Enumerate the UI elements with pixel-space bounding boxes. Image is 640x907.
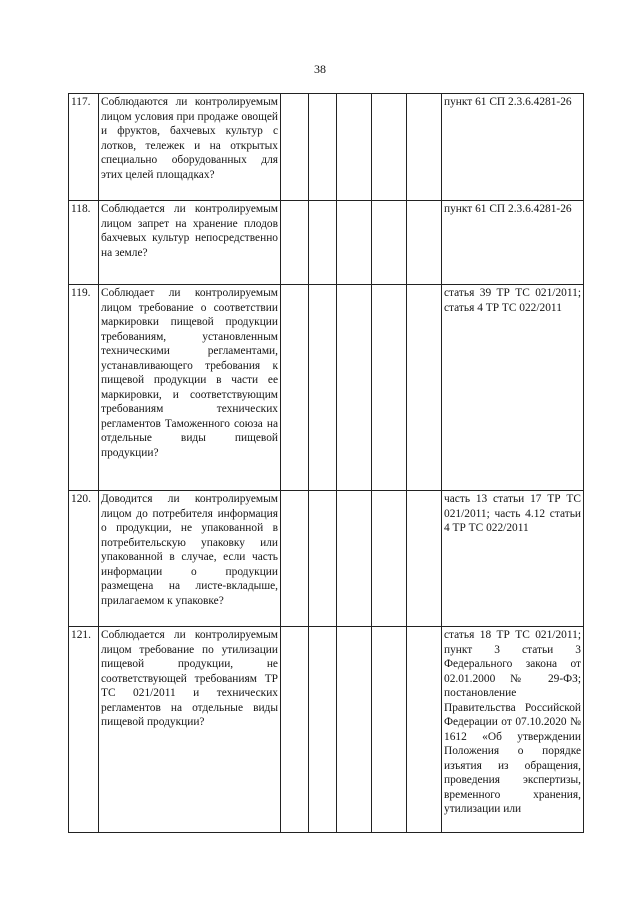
answer-cell-no <box>309 201 337 285</box>
row-number: 117. <box>69 94 99 201</box>
answer-cell-extra <box>372 94 407 201</box>
comment-cell <box>407 94 442 201</box>
answer-cell-na <box>337 94 372 201</box>
row-number: 118. <box>69 201 99 285</box>
comment-cell <box>407 201 442 285</box>
answer-cell-yes <box>281 201 309 285</box>
answer-cell-na <box>337 491 372 627</box>
question-cell: Соблюдается ли контролируемым лицом запрет на хранение плодов бахчевых культур непосредственно на земле? <box>99 201 281 285</box>
answer-cell-yes <box>281 491 309 627</box>
question-cell: Соблюдает ли контролируемым лицом требование о соответствии маркировки пищевой продукции требованиям, установленным техническими регламентами, устанавливающего требования к пищевой продукции в части ее маркировки, и соответствующим требованиям технических регламентов Таможенного союза на отдельные виды пищевой продукции? <box>99 285 281 491</box>
page-number: 38 <box>314 62 326 76</box>
row-number: 119. <box>69 285 99 491</box>
answer-cell-no <box>309 285 337 491</box>
answer-cell-yes <box>281 285 309 491</box>
answer-cell-extra <box>372 285 407 491</box>
question-cell: Доводится ли контролируемым лицом до потребителя информация о продукции, не упакованной в потребительскую упаковку или упакованной в случае, если часть информации о продукции размещена на листе-вкладыше, прилагаемом к упаковке? <box>99 491 281 627</box>
row-number: 121. <box>69 627 99 833</box>
comment-cell <box>407 491 442 627</box>
table-row <box>69 201 584 285</box>
answer-cell-yes <box>281 627 309 833</box>
question-cell: Соблюдаются ли контролируемым лицом условия при продаже овощей и фруктов, бахчевых культур с лотков, тележек и на открытых специально оборудованных для этих целей площадках? <box>99 94 281 201</box>
table-row <box>69 285 584 491</box>
answer-cell-extra <box>372 627 407 833</box>
reference-cell: пункт 61 СП 2.3.6.4281-26 <box>442 201 584 285</box>
reference-cell: статья 39 ТР ТС 021/2011; статья 4 ТР ТС 022/2011 <box>442 285 584 491</box>
checklist-table <box>68 93 584 833</box>
comment-cell <box>407 285 442 491</box>
answer-cell-no <box>309 94 337 201</box>
reference-cell: часть 13 статьи 17 ТР ТС 021/2011; часть 4.12 статьи 4 ТР ТС 022/2011 <box>442 491 584 627</box>
table-row <box>69 491 584 627</box>
answer-cell-no <box>309 627 337 833</box>
answer-cell-na <box>337 201 372 285</box>
comment-cell <box>407 627 442 833</box>
answer-cell-extra <box>372 201 407 285</box>
answer-cell-na <box>337 627 372 833</box>
reference-cell: пункт 61 СП 2.3.6.4281-26 <box>442 94 584 201</box>
row-number: 120. <box>69 491 99 627</box>
answer-cell-na <box>337 285 372 491</box>
answer-cell-extra <box>372 491 407 627</box>
answer-cell-no <box>309 491 337 627</box>
reference-cell: статья 18 ТР ТС 021/2011; пункт 3 статьи 3 Федерального закона от 02.01.2000 № 29-ФЗ; постановление Правительства Российской Федерации от 07.10.2020 № 1612 «Об утверждении Положения о порядке изъятия из обращения, проведения экспертизы, временного хранения, утилизации или <box>442 627 584 833</box>
answer-cell-yes <box>281 94 309 201</box>
question-cell: Соблюдается ли контролируемым лицом требование по утилизации пищевой продукции, не соответствующей требованиям ТР ТС 021/2011 и технических регламентов на отдельные виды пищевой продукции? <box>99 627 281 833</box>
table-row <box>69 94 584 201</box>
table-row <box>69 627 584 833</box>
